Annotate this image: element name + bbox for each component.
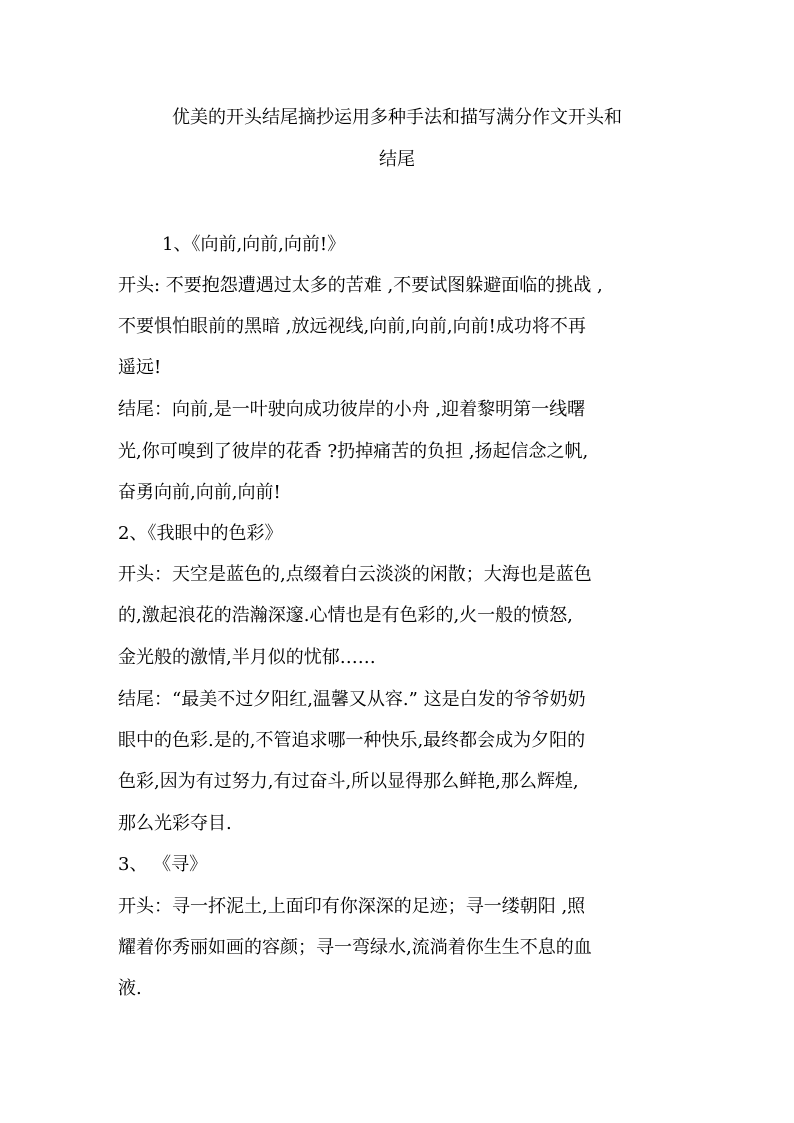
section-heading-3: 3、 《寻》 — [118, 854, 208, 875]
paragraph-line: 光,你可嗅到了彼岸的花香 ?扔掉痛苦的负担 ,扬起信念之帆, — [118, 441, 589, 462]
paragraph-line: 金光般的激情,半月似的忧郁…… — [118, 647, 376, 668]
paragraph-line: 的,激起浪花的浩瀚深邃.心情也是有色彩的,火一般的愤怒, — [118, 605, 573, 626]
paragraph-line: 结尾：“最美不过夕阳红,温馨又从容.” 这是白发的爷爷奶奶 — [118, 689, 586, 710]
paragraph-line: 开头: 不要抱怨遭遇过太多的苦难 ,不要试图躲避面临的挑战 , — [118, 275, 603, 296]
paragraph-line: 耀着你秀丽如画的容颜；寻一弯绿水,流淌着你生生不息的血 — [118, 937, 592, 958]
paragraph-line: 开头：寻一抔泥土,上面印有你深深的足迹；寻一缕朝阳 ,照 — [118, 896, 586, 917]
section-heading-1: 1、《向前,向前,向前!》 — [162, 234, 346, 255]
paragraph-line: 色彩,因为有过努力,有过奋斗,所以显得那么鲜艳,那么辉煌, — [118, 771, 579, 792]
paragraph-line: 液. — [118, 978, 142, 999]
paragraph-line: 眼中的色彩.是的,不管追求哪一种快乐,最终都会成为夕阳的 — [118, 730, 586, 751]
paragraph-line: 那么光彩夺目. — [118, 813, 232, 834]
paragraph-line: 结尾：向前,是一叶驶向成功彼岸的小舟 ,迎着黎明第一线曙 — [118, 399, 586, 420]
paragraph-line: 奋勇向前,向前,向前! — [118, 482, 281, 503]
paragraph-line: 开头：天空是蓝色的,点缀着白云淡淡的闲散；大海也是蓝色 — [118, 564, 592, 585]
document-title-line-1: 优美的开头结尾摘抄运用多种手法和描写满分作文开头和 — [172, 107, 622, 128]
document-title-line-2: 结尾 — [379, 149, 415, 170]
paragraph-line: 遥远! — [118, 357, 162, 378]
paragraph-line: 不要惧怕眼前的黑暗 ,放远视线,向前,向前,向前!成功将不再 — [118, 316, 586, 337]
section-heading-2: 2、《我眼中的色彩》 — [118, 523, 283, 544]
